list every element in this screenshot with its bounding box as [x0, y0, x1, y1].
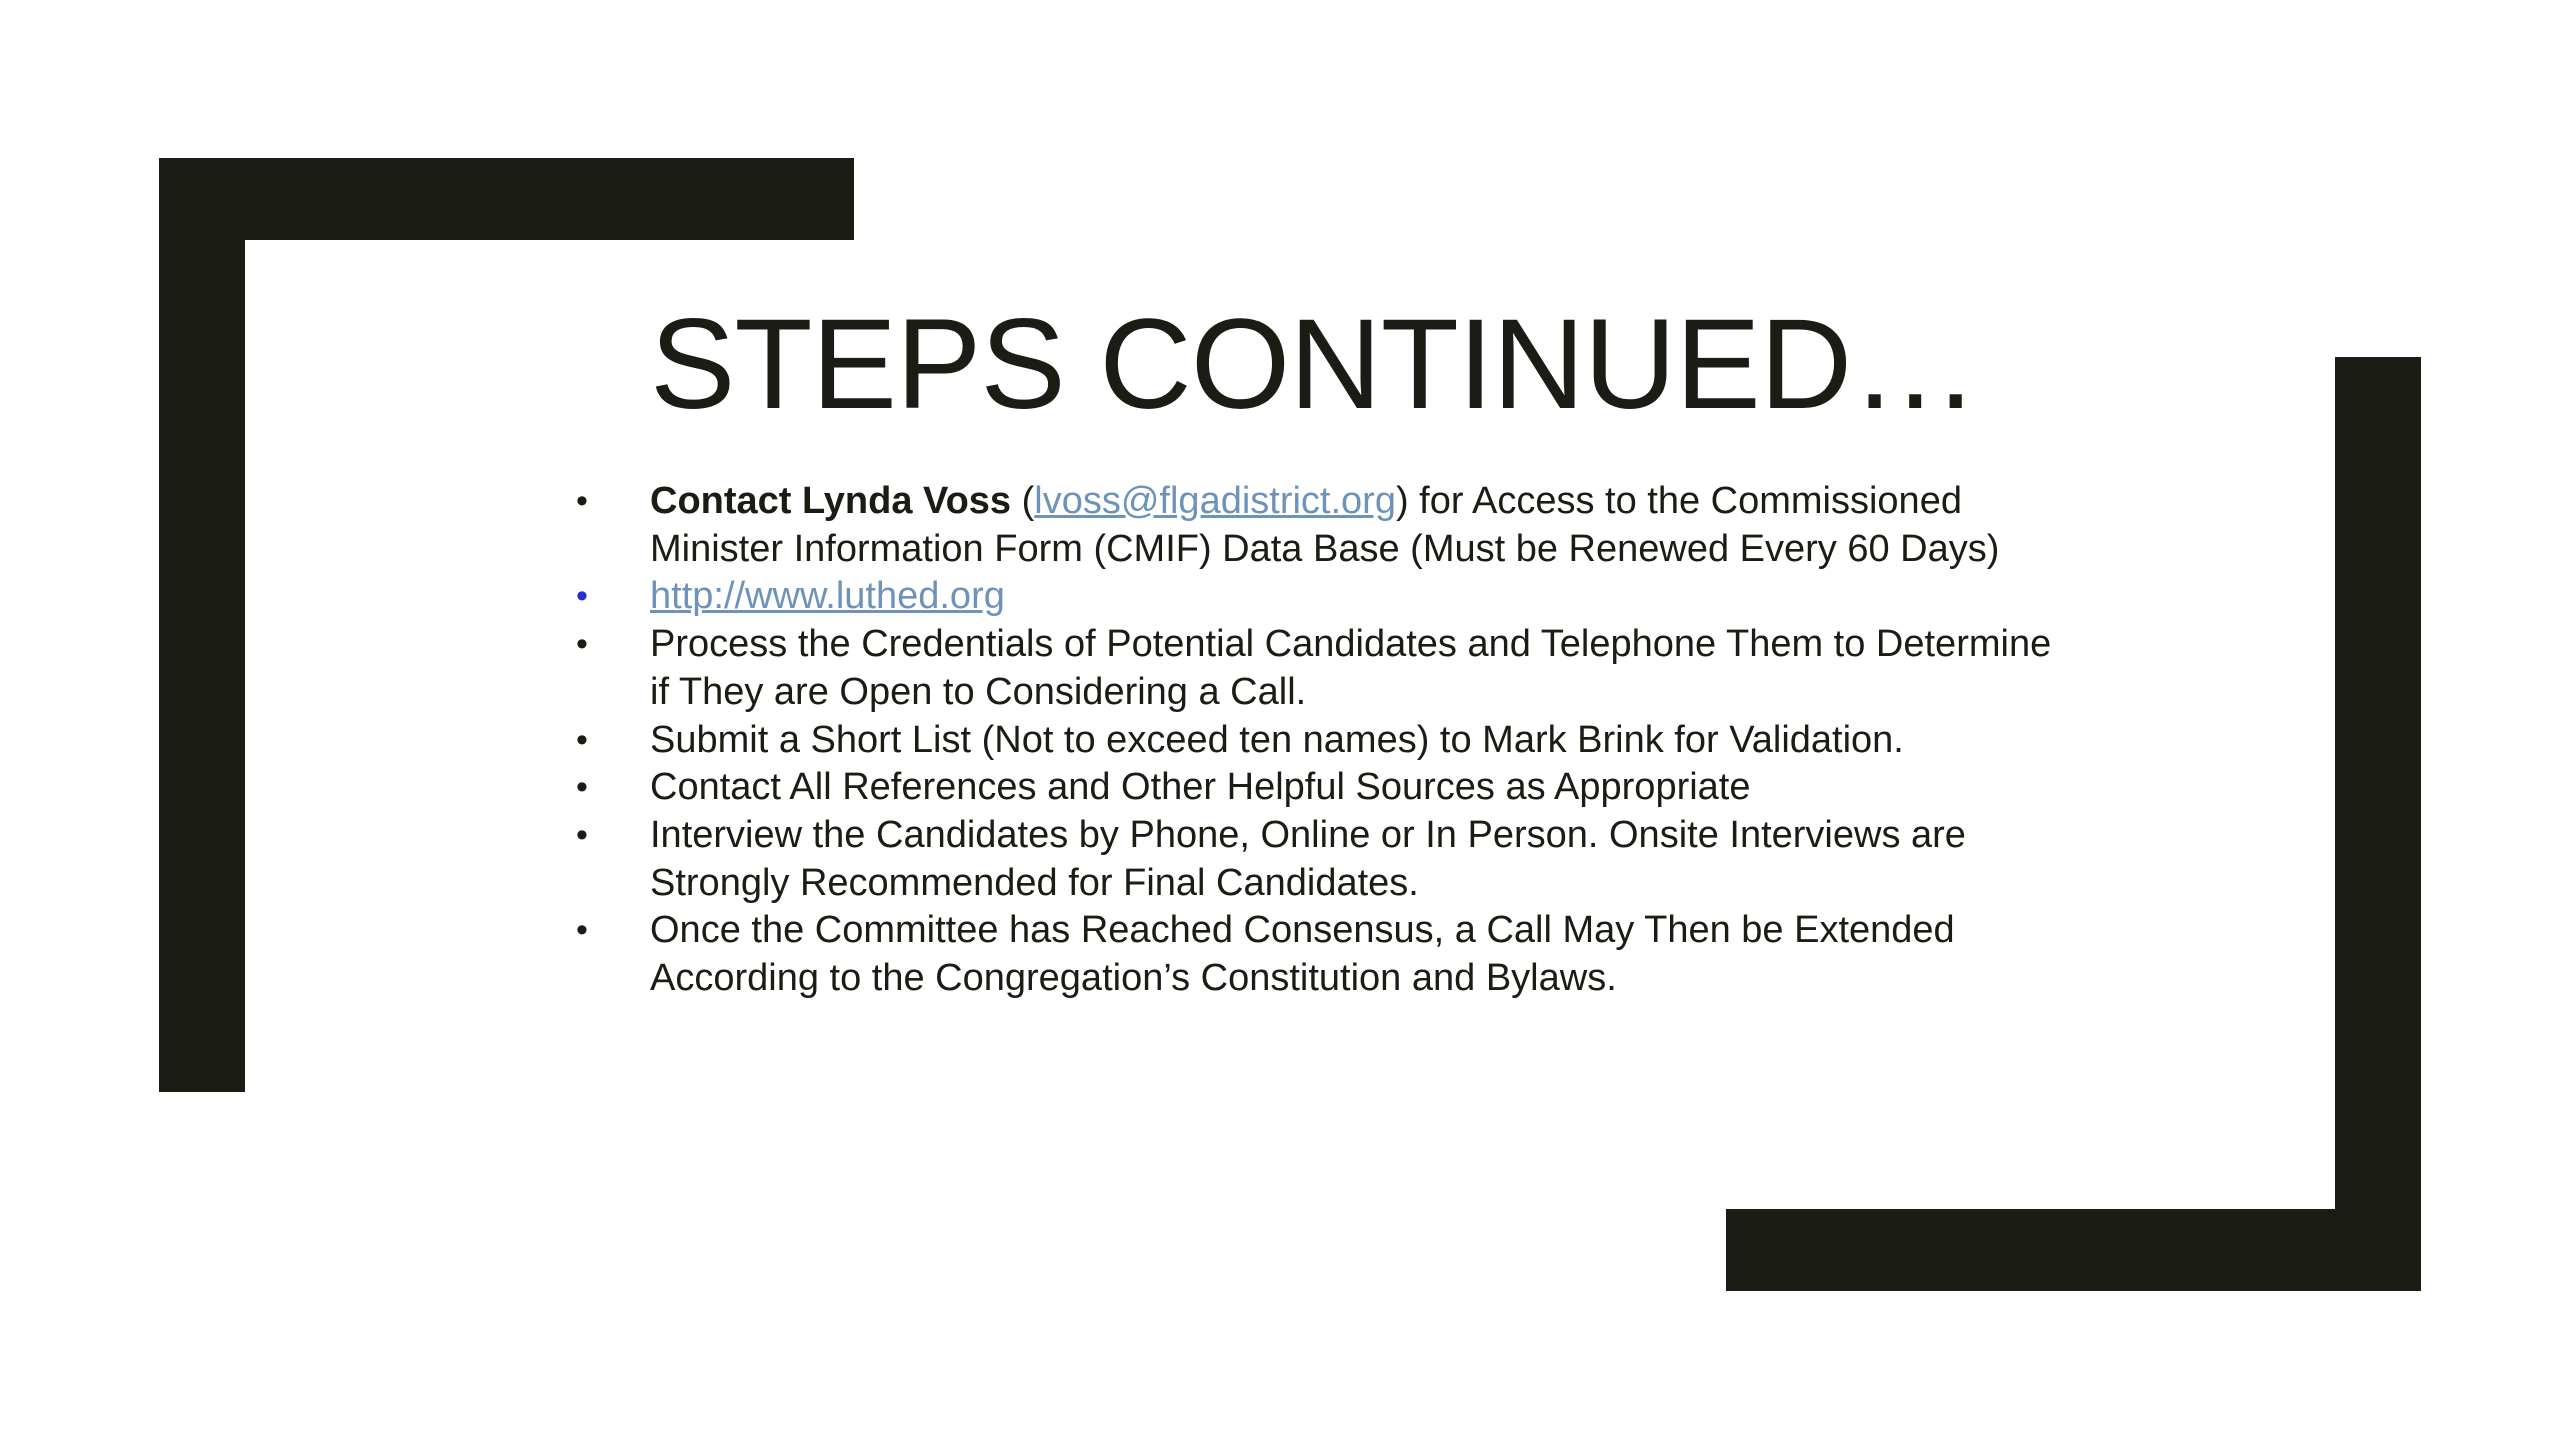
bullet-dot-icon: •: [576, 815, 588, 854]
bullet-text: Submit a Short List (Not to exceed ten names) to Mark Brink for Validation.: [650, 718, 1904, 761]
top-left-bracket-vertical: [159, 158, 245, 1092]
bullet-item-credentials: [576, 621, 2070, 716]
bullet-dot-icon: •: [576, 911, 588, 950]
bullet-text: Once the Committee has Reached Consensus, a Call May Then be Extended According to the Congregation’s Constitution and Bylaws.: [650, 909, 1955, 1000]
bullet-text: Contact All References and Other Helpful Sources as Appropriate: [650, 766, 1751, 809]
bullet-item-contact: [576, 478, 2070, 573]
bullet-text: Process the Credentials of Potential Candidates and Telephone Them to Determine if They are Open to Considering a Call.: [650, 623, 2052, 713]
website-link[interactable]: http://www.luthed.org: [650, 575, 1005, 618]
bullet-dot-icon: •: [576, 482, 588, 520]
bullet-item-interview: [576, 812, 2070, 907]
bottom-right-bracket-vertical: [2335, 357, 2421, 1291]
bullet-item-short-list: [576, 717, 2070, 765]
bottom-right-bracket-horizontal: [1726, 1209, 2421, 1291]
bullet-text: ) for Access to the Commissioned Minister Information Form (CMIF) Data Base (Must be Renewed Every 60 Days): [650, 480, 2000, 570]
bullet-item-website: [576, 573, 2070, 621]
open-paren: (: [1011, 480, 1035, 522]
bullet-item-consensus: [576, 907, 2070, 1002]
bullet-dot-icon: •: [576, 577, 588, 616]
bullet-dot-icon: •: [576, 625, 588, 664]
bullet-list: [576, 478, 2070, 1003]
top-left-bracket-horizontal: [159, 158, 854, 240]
bullet-dot-icon: •: [576, 720, 588, 759]
email-link[interactable]: lvoss@flgadistrict.org: [1034, 480, 1396, 522]
slide-title: STEPS CONTINUED…: [650, 293, 1979, 436]
contact-name: Contact Lynda Voss: [650, 480, 1012, 522]
bullet-dot-icon: •: [576, 768, 588, 807]
bullet-item-references: [576, 764, 2070, 812]
bullet-text: Interview the Candidates by Phone, Online or In Person. Onsite Interviews are Strongly Recommended for Final Candidates.: [650, 813, 1966, 904]
